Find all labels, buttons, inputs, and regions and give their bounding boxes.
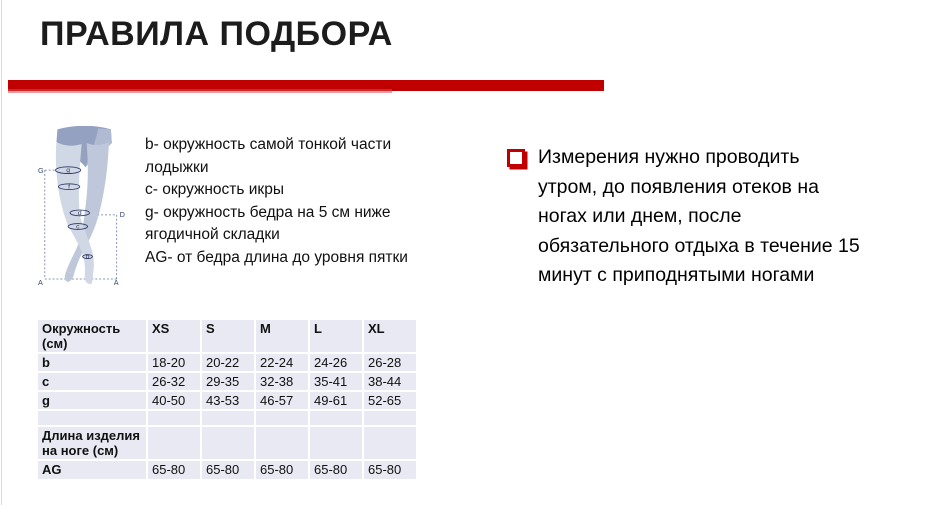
table-header-cell: M <box>256 320 308 352</box>
table-cell <box>310 411 362 425</box>
table-cell <box>310 427 362 459</box>
table-cell: 65-80 <box>148 461 200 479</box>
table-cell: 65-80 <box>202 461 254 479</box>
table-header-cell: S <box>202 320 254 352</box>
table-cell: 52-65 <box>364 392 416 409</box>
band-label-g: g <box>66 167 71 175</box>
table-cell <box>256 411 308 425</box>
accent-bar-secondary <box>8 89 392 93</box>
table-cell: 32-38 <box>256 373 308 390</box>
table-cell: 38-44 <box>364 373 416 390</box>
table-row <box>38 411 416 425</box>
diagram-label-D: D <box>119 209 125 219</box>
checkbox-bullet-icon <box>507 149 525 167</box>
table-cell: 46-57 <box>256 392 308 409</box>
table-cell: 24-26 <box>310 354 362 371</box>
table-cell <box>148 411 200 425</box>
page-title: ПРАВИЛА ПОДБОРА <box>40 15 393 53</box>
table-row-label: c <box>38 373 146 390</box>
diagram-label-A-right: A <box>113 277 119 287</box>
table-header-cell: Окружность (см) <box>38 320 146 352</box>
table-cell: 65-80 <box>310 461 362 479</box>
size-table <box>36 318 418 481</box>
note-line: ногах или днем, после <box>538 205 742 227</box>
table-header-row <box>38 320 416 352</box>
band-label-f: f <box>68 183 71 191</box>
note-text <box>538 143 860 291</box>
note-line: минут с приподнятыми ногами <box>538 264 815 286</box>
table-row-label: AG <box>38 461 146 479</box>
table-cell <box>202 411 254 425</box>
table-cell: 43-53 <box>202 392 254 409</box>
table-cell: 26-32 <box>148 373 200 390</box>
table-row-label: Длина изделия на ноге (см) <box>38 427 146 459</box>
legs-measurement-figure <box>38 126 140 294</box>
table-header-cell: L <box>310 320 362 352</box>
table-cell: 29-35 <box>202 373 254 390</box>
diagram-label-G: G <box>38 166 44 176</box>
table-cell: 49-61 <box>310 392 362 409</box>
table-header-cell: XS <box>148 320 200 352</box>
table-cell <box>364 411 416 425</box>
table-row-label: b <box>38 354 146 371</box>
table-row <box>38 461 416 479</box>
note-line: Измерения нужно проводить <box>538 146 800 168</box>
table-cell <box>202 427 254 459</box>
band-label-c: c <box>76 223 80 231</box>
note-line: обязательного отдыха в течение 15 <box>538 234 860 257</box>
front-thigh <box>56 142 82 221</box>
table-row <box>38 354 416 371</box>
note-line: утром, до появления отеков на <box>538 175 819 198</box>
table-cell: 20-22 <box>202 354 254 371</box>
legend-item-c: c- окружность икры <box>145 181 284 198</box>
table-row <box>38 373 416 390</box>
slide-left-edge <box>1 0 2 505</box>
table-cell <box>148 427 200 459</box>
table-cell: 65-80 <box>256 461 308 479</box>
band-label-b: b <box>85 253 90 261</box>
table-row <box>38 427 416 459</box>
table-cell <box>256 427 308 459</box>
table-cell: 26-28 <box>364 354 416 371</box>
table-header-cell: XL <box>364 320 416 352</box>
measurement-legend <box>145 134 453 269</box>
table-row-label: g <box>38 392 146 409</box>
table-cell <box>364 427 416 459</box>
table-cell: 22-24 <box>256 354 308 371</box>
legend-item-b: b- окружность самой тонкой части лодыжки <box>145 136 392 176</box>
table-cell: 35-41 <box>310 373 362 390</box>
table-cell: 65-80 <box>364 461 416 479</box>
measurement-note <box>507 143 907 291</box>
legend-item-ag: AG- от бедра длина до уровня пятки <box>145 248 408 266</box>
legs-measurement-diagram <box>38 126 140 294</box>
table-row <box>38 392 416 409</box>
table-cell: 40-50 <box>148 392 200 409</box>
back-thigh <box>85 142 109 217</box>
diagram-label-A-left: A <box>38 277 43 287</box>
table-cell: 18-20 <box>148 354 200 371</box>
table-row-label <box>38 411 146 425</box>
legend-item-g: g- окружность бедра на 5 см ниже ягодичной складки <box>145 203 391 243</box>
band-label-d: d <box>77 209 82 217</box>
